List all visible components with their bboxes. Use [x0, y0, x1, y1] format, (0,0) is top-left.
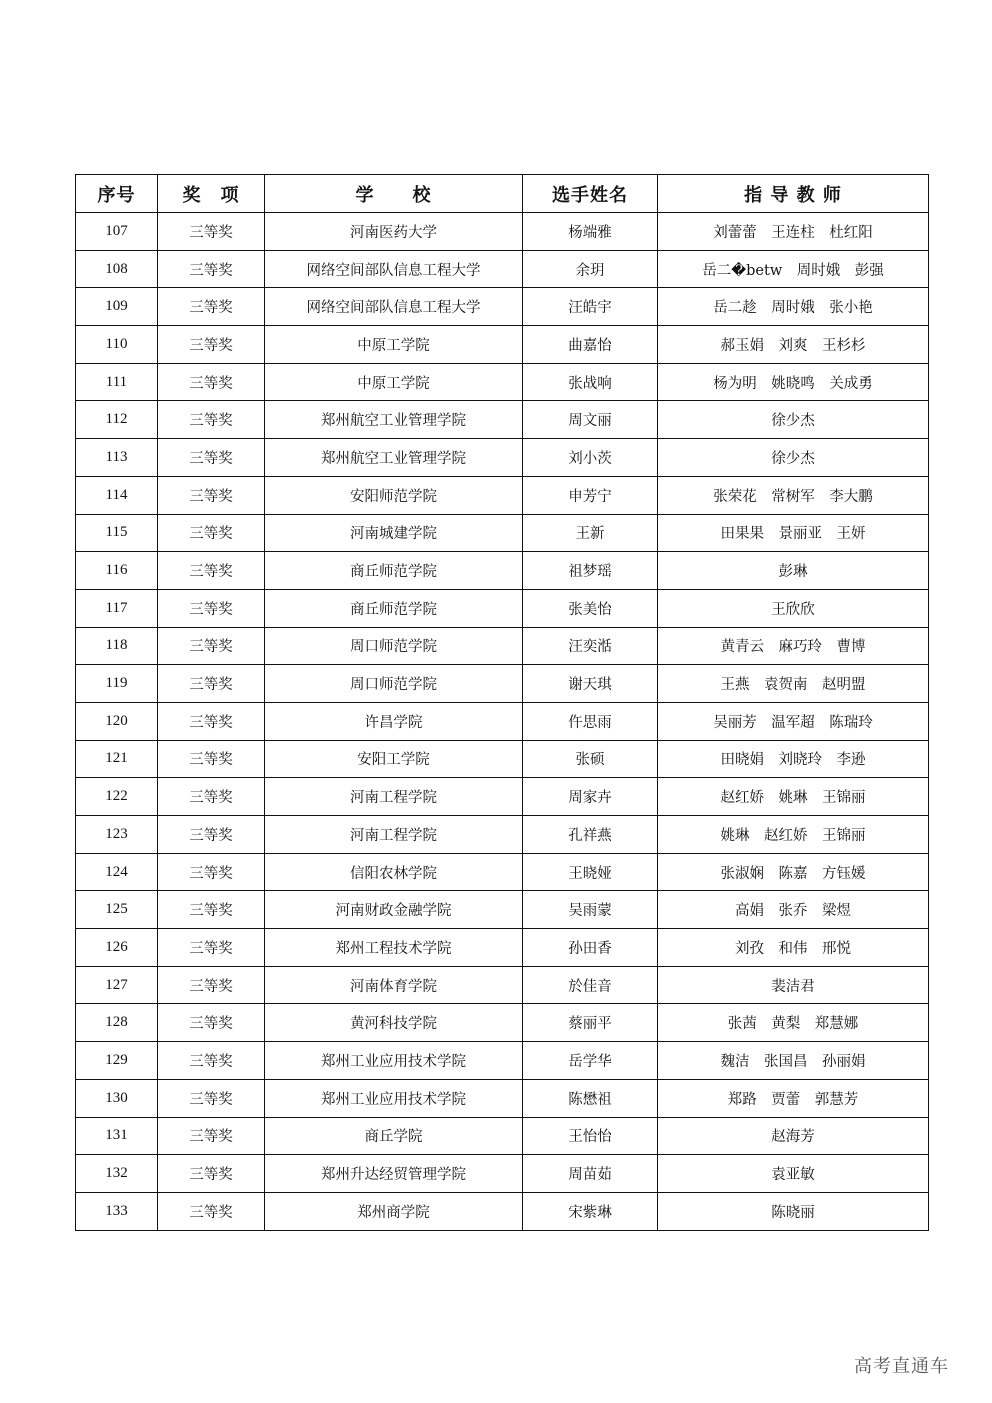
- cell-seq: 122: [76, 778, 158, 816]
- cell-seq: 126: [76, 929, 158, 967]
- cell-seq: 112: [76, 401, 158, 439]
- cell-school: 商丘学院: [265, 1117, 523, 1155]
- cell-seq: 133: [76, 1192, 158, 1230]
- cell-award: 三等奖: [158, 627, 265, 665]
- cell-contestant: 余玥: [523, 250, 658, 288]
- header-school: 学 校: [265, 175, 523, 213]
- cell-award: 三等奖: [158, 1155, 265, 1193]
- cell-seq: 131: [76, 1117, 158, 1155]
- cell-award: 三等奖: [158, 665, 265, 703]
- table-row: [76, 213, 929, 251]
- table-row: [76, 1192, 929, 1230]
- cell-award: 三等奖: [158, 1042, 265, 1080]
- header-advisor: 指 导 教 师: [658, 175, 929, 213]
- cell-award: 三等奖: [158, 326, 265, 364]
- cell-seq: 117: [76, 589, 158, 627]
- cell-contestant: 张战响: [523, 363, 658, 401]
- cell-contestant: 曲嘉怡: [523, 326, 658, 364]
- cell-award: 三等奖: [158, 1004, 265, 1042]
- cell-contestant: 陈懋祖: [523, 1079, 658, 1117]
- cell-seq: 120: [76, 702, 158, 740]
- cell-contestant: 刘小茨: [523, 439, 658, 477]
- cell-school: 安阳工学院: [265, 740, 523, 778]
- table-row: [76, 288, 929, 326]
- table-row: [76, 627, 929, 665]
- cell-advisor: 田晓娟 刘晓玲 李逊: [658, 740, 929, 778]
- cell-award: 三等奖: [158, 288, 265, 326]
- cell-seq: 129: [76, 1042, 158, 1080]
- cell-school: 网络空间部队信息工程大学: [265, 288, 523, 326]
- cell-contestant: 周家卉: [523, 778, 658, 816]
- cell-school: 周口师范学院: [265, 627, 523, 665]
- cell-advisor: 高娟 张乔 梁煜: [658, 891, 929, 929]
- table-row: [76, 439, 929, 477]
- cell-advisor: 赵海芳: [658, 1117, 929, 1155]
- table-row: [76, 1117, 929, 1155]
- table-row: [76, 1155, 929, 1193]
- watermark-logo: 高考直通车: [854, 1356, 949, 1377]
- cell-seq: 110: [76, 326, 158, 364]
- table-row: [76, 552, 929, 590]
- cell-school: 中原工学院: [265, 363, 523, 401]
- cell-contestant: 宋紫琳: [523, 1192, 658, 1230]
- table-row: [76, 816, 929, 854]
- cell-seq: 123: [76, 816, 158, 854]
- cell-school: 信阳农林学院: [265, 853, 523, 891]
- cell-school: 中原工学院: [265, 326, 523, 364]
- cell-advisor: 张淑娴 陈嘉 方钰媛: [658, 853, 929, 891]
- cell-contestant: 周文丽: [523, 401, 658, 439]
- cell-contestant: 谢天琪: [523, 665, 658, 703]
- cell-advisor: 姚琳 赵红娇 王锦丽: [658, 816, 929, 854]
- cell-award: 三等奖: [158, 740, 265, 778]
- cell-school: 黄河科技学院: [265, 1004, 523, 1042]
- cell-seq: 128: [76, 1004, 158, 1042]
- cell-contestant: 王晓娅: [523, 853, 658, 891]
- table-row: [76, 740, 929, 778]
- cell-school: 河南体育学院: [265, 966, 523, 1004]
- cell-contestant: 王新: [523, 514, 658, 552]
- cell-contestant: 申芳宁: [523, 476, 658, 514]
- table-row: [76, 966, 929, 1004]
- cell-award: 三等奖: [158, 853, 265, 891]
- cell-seq: 113: [76, 439, 158, 477]
- cell-contestant: 孔祥燕: [523, 816, 658, 854]
- cell-advisor: 徐少杰: [658, 401, 929, 439]
- cell-award: 三等奖: [158, 1079, 265, 1117]
- cell-award: 三等奖: [158, 213, 265, 251]
- table-row: [76, 589, 929, 627]
- cell-school: 郑州工业应用技术学院: [265, 1079, 523, 1117]
- cell-advisor: 魏洁 张国昌 孙丽娟: [658, 1042, 929, 1080]
- awards-table: [75, 174, 929, 1231]
- cell-award: 三等奖: [158, 439, 265, 477]
- cell-award: 三等奖: [158, 702, 265, 740]
- cell-advisor: 郑路 贾蕾 郭慧芳: [658, 1079, 929, 1117]
- cell-award: 三等奖: [158, 891, 265, 929]
- table-row: [76, 326, 929, 364]
- cell-seq: 118: [76, 627, 158, 665]
- cell-seq: 107: [76, 213, 158, 251]
- cell-advisor: 彭琳: [658, 552, 929, 590]
- cell-contestant: 孙田香: [523, 929, 658, 967]
- cell-school: 郑州航空工业管理学院: [265, 439, 523, 477]
- cell-seq: 108: [76, 250, 158, 288]
- table-row: [76, 929, 929, 967]
- header-seq: 序号: [76, 175, 158, 213]
- cell-advisor: 王燕 袁贺南 赵明盟: [658, 665, 929, 703]
- table-header: [76, 175, 929, 213]
- cell-contestant: 岳学华: [523, 1042, 658, 1080]
- cell-advisor: 赵红娇 姚琳 王锦丽: [658, 778, 929, 816]
- cell-school: 网络空间部队信息工程大学: [265, 250, 523, 288]
- cell-contestant: 杨端雅: [523, 213, 658, 251]
- cell-contestant: 於佳音: [523, 966, 658, 1004]
- table-row: [76, 250, 929, 288]
- table-row: [76, 891, 929, 929]
- table-row: [76, 853, 929, 891]
- table-row: [76, 1079, 929, 1117]
- cell-school: 郑州工业应用技术学院: [265, 1042, 523, 1080]
- cell-award: 三等奖: [158, 476, 265, 514]
- cell-advisor: 郝玉娟 刘爽 王杉杉: [658, 326, 929, 364]
- cell-contestant: 仵思雨: [523, 702, 658, 740]
- cell-school: 商丘师范学院: [265, 552, 523, 590]
- cell-seq: 119: [76, 665, 158, 703]
- cell-advisor: 黄青云 麻巧玲 曹博: [658, 627, 929, 665]
- table-row: [76, 514, 929, 552]
- cell-advisor: 张茜 黄梨 郑慧娜: [658, 1004, 929, 1042]
- cell-seq: 109: [76, 288, 158, 326]
- cell-contestant: 汪皓宇: [523, 288, 658, 326]
- table-row: [76, 363, 929, 401]
- table-row: [76, 702, 929, 740]
- cell-seq: 130: [76, 1079, 158, 1117]
- cell-award: 三等奖: [158, 778, 265, 816]
- cell-award: 三等奖: [158, 552, 265, 590]
- cell-award: 三等奖: [158, 1192, 265, 1230]
- cell-school: 河南工程学院: [265, 778, 523, 816]
- cell-advisor: 刘孜 和伟 邢悦: [658, 929, 929, 967]
- cell-school: 河南医药大学: [265, 213, 523, 251]
- cell-school: 安阳师范学院: [265, 476, 523, 514]
- cell-advisor: 岳二�betw 周时娥 彭强: [658, 250, 929, 288]
- cell-advisor: 徐少杰: [658, 439, 929, 477]
- cell-advisor: 吴丽芳 温军超 陈瑞玲: [658, 702, 929, 740]
- cell-seq: 111: [76, 363, 158, 401]
- cell-seq: 115: [76, 514, 158, 552]
- cell-contestant: 蔡丽平: [523, 1004, 658, 1042]
- cell-school: 周口师范学院: [265, 665, 523, 703]
- cell-seq: 125: [76, 891, 158, 929]
- cell-contestant: 祖梦瑶: [523, 552, 658, 590]
- cell-contestant: 吴雨蒙: [523, 891, 658, 929]
- cell-school: 郑州升达经贸管理学院: [265, 1155, 523, 1193]
- cell-school: 河南财政金融学院: [265, 891, 523, 929]
- table-row: [76, 1042, 929, 1080]
- cell-advisor: 田果果 景丽亚 王妍: [658, 514, 929, 552]
- cell-award: 三等奖: [158, 363, 265, 401]
- cell-seq: 114: [76, 476, 158, 514]
- cell-award: 三等奖: [158, 1117, 265, 1155]
- cell-advisor: 裴洁君: [658, 966, 929, 1004]
- cell-advisor: 张荣花 常树军 李大鹏: [658, 476, 929, 514]
- cell-contestant: 张美怡: [523, 589, 658, 627]
- cell-school: 郑州工程技术学院: [265, 929, 523, 967]
- cell-seq: 116: [76, 552, 158, 590]
- cell-seq: 132: [76, 1155, 158, 1193]
- cell-school: 郑州航空工业管理学院: [265, 401, 523, 439]
- cell-award: 三等奖: [158, 589, 265, 627]
- cell-seq: 124: [76, 853, 158, 891]
- cell-award: 三等奖: [158, 929, 265, 967]
- table-body: [76, 213, 929, 1231]
- header-award: 奖 项: [158, 175, 265, 213]
- cell-advisor: 刘蕾蕾 王连柱 杜红阳: [658, 213, 929, 251]
- cell-school: 许昌学院: [265, 702, 523, 740]
- cell-advisor: 陈晓丽: [658, 1192, 929, 1230]
- cell-contestant: 周苗茹: [523, 1155, 658, 1193]
- cell-school: 郑州商学院: [265, 1192, 523, 1230]
- cell-school: 商丘师范学院: [265, 589, 523, 627]
- cell-school: 河南城建学院: [265, 514, 523, 552]
- cell-award: 三等奖: [158, 966, 265, 1004]
- table-row: [76, 401, 929, 439]
- cell-contestant: 王怡怡: [523, 1117, 658, 1155]
- cell-advisor: 杨为明 姚晓鸣 关成勇: [658, 363, 929, 401]
- cell-seq: 127: [76, 966, 158, 1004]
- table-row: [76, 778, 929, 816]
- table-row: [76, 476, 929, 514]
- cell-award: 三等奖: [158, 816, 265, 854]
- table-row: [76, 665, 929, 703]
- cell-contestant: 张硕: [523, 740, 658, 778]
- cell-award: 三等奖: [158, 514, 265, 552]
- cell-award: 三等奖: [158, 401, 265, 439]
- header-row: [76, 175, 929, 213]
- cell-advisor: 岳二趁 周时娥 张小艳: [658, 288, 929, 326]
- cell-seq: 121: [76, 740, 158, 778]
- cell-advisor: 袁亚敏: [658, 1155, 929, 1193]
- cell-award: 三等奖: [158, 250, 265, 288]
- cell-advisor: 王欣欣: [658, 589, 929, 627]
- cell-contestant: 汪奕湉: [523, 627, 658, 665]
- header-contestant: 选手姓名: [523, 175, 658, 213]
- table-row: [76, 1004, 929, 1042]
- cell-school: 河南工程学院: [265, 816, 523, 854]
